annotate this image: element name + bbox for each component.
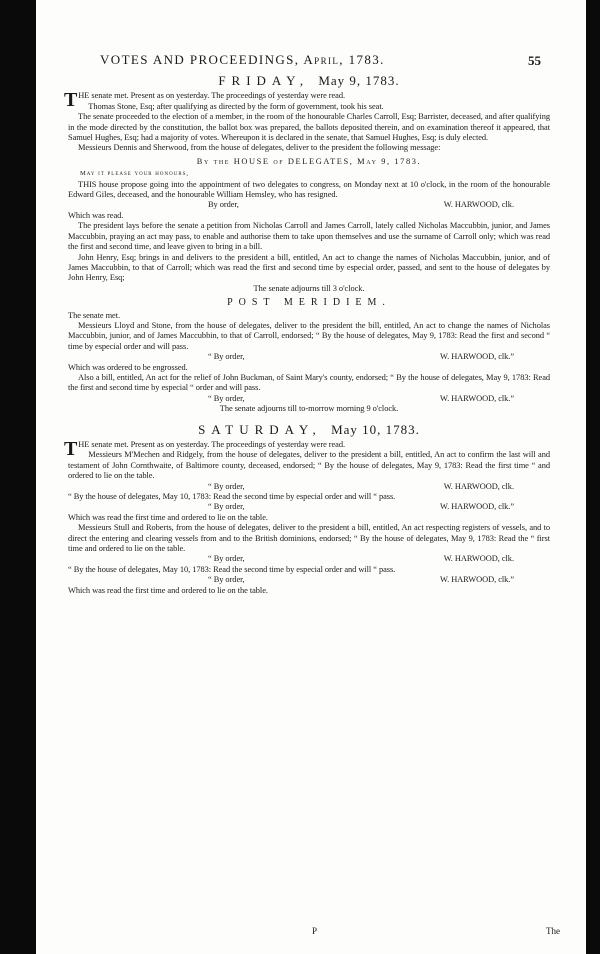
friday-paragraph-5: Which was read. <box>68 210 124 220</box>
sat-signature-3: W. HARWOOD, clk. <box>443 554 514 564</box>
pm-paragraph-3: Which was ordered to be engrossed. <box>68 362 188 372</box>
friday-paragraph-2: Thomas Stone, Esq; after qualifying as directed by the form of government, took his seat. <box>88 101 384 111</box>
sat-order-1: “ By order, <box>208 481 245 491</box>
post-meridiem-heading: POST MERIDIEM. <box>227 297 391 309</box>
friday-heading-date: May 9, 1783. <box>318 73 400 88</box>
saturday-paragraph-7: Which was read the first time and ordered to lie on the table. <box>68 585 268 595</box>
friday-adjournment: The senate adjourns till 3 o'clock. <box>253 283 365 293</box>
friday-paragraph-3: The senate proceeded to the election of a member, in the room of the honourable Charles Carroll, Esq; Barrister, deceased, and after qualifying in the mode directed by the constitution, the ballot box was prepared, the ballots deposited therein, and on examination thereof it appeared, that Samuel Hughes, Esq; had a majority of votes. Whereupon it is declared in the senate, that Samuel Hughes, Esq; is duly elected. <box>68 112 550 143</box>
saturday-paragraph-1 <box>64 438 550 460</box>
friday-paragraph-7: John Henry, Esq; brings in and delivers to the president a bill, entitled, An act to change the names of Nicholas Maccubbin, junior, and of James Maccubbin, to that of Carroll; which was read the first and second time by especial order, passed, and sent to the house of delegates by John Henry, Esq; <box>68 252 550 283</box>
sat-signature-4: W. HARWOOD, clk.” <box>440 575 514 585</box>
friday-paragraph-6: The president lays before the senate a petition from Nicholas Carroll and James Carroll, lately called Nicholas Maccubbin, junior, and James Maccubbin, praying an act may pass, to enable and authorise them to take upon themselves and use the surname of Carroll only; which was read the first and second time, and leave given to bring in a bill. <box>68 221 550 252</box>
sat-signature-line-2 <box>68 502 550 512</box>
friday-p1-text: HE senate met. Present as on yesterday. The proceedings of yesterday were read. <box>78 91 346 101</box>
sat-signature-2: W. HARWOOD, clk.” <box>440 502 514 512</box>
sat-signature-line-3 <box>68 554 550 564</box>
friday-paragraph-4: Messieurs Dennis and Sherwood, from the house of delegates, deliver to the president the following message: <box>78 143 441 153</box>
message-heading: By the HOUSE of DELEGATES, May 9, 1783. <box>196 156 422 166</box>
saturday-paragraph-5: Messieurs Stull and Roberts, from the house of delegates, deliver to the president a bill, entitled, An act respecting registers of vessels, and to direct the entering and clearing vessels from and to the British dominions, endorsed; “ By the house of delegates, May 9, 1783: Read the “ first time and ordered to lie on the table. <box>68 523 550 554</box>
scan-border-right <box>586 0 600 954</box>
sat-signature-line-4 <box>68 575 550 585</box>
sat-order-3: “ By order, <box>208 554 245 564</box>
sat-order-4: “ By order, <box>208 575 245 585</box>
message-body: THIS house propose going into the appointment of two delegates to congress, on Monday next at 10 o'clock, in the room of the honourable Edward Giles, deceased, and the honourable William Hemsley, who has resigned. <box>68 179 550 200</box>
pm-signature-2: W. HARWOOD, clk.” <box>440 393 514 403</box>
pm-paragraph-4: Also a bill, entitled, An act for the relief of John Buckman, of Saint Mary's county, endorsed; “ By the house of delegates, May 9, 1783: Read the first and second time by especial “ order and will pass. <box>68 372 550 393</box>
sat-signature-1: W. HARWOOD, clk. <box>443 481 514 491</box>
sat-signature-line-1 <box>68 482 550 492</box>
message-salutation: May it please your honours, <box>80 170 190 178</box>
pm-signature-line-1 <box>68 352 550 362</box>
saturday-paragraph-4: Which was read the first time and ordered to lie on the table. <box>68 512 268 522</box>
saturday-paragraph-2: Messieurs M'Mechen and Ridgely, from the house of delegates, deliver to the president a bill, entitled, An act to confirm the last will and testament of John Cornthwaite, of Baltimore county, deceased, endorsed; “ By the house of delegates, May 9, 1783: Read the first time “ and ordered to lie on the table. <box>68 450 550 481</box>
pm-signature-1: W. HARWOOD, clk.” <box>440 352 514 362</box>
friday-heading <box>68 73 550 88</box>
catchword: The <box>546 926 560 936</box>
pm-paragraph-1: The senate met. <box>68 310 121 320</box>
page-number: 55 <box>528 53 541 68</box>
drop-cap: T <box>64 89 78 112</box>
drop-cap: T <box>64 438 78 460</box>
friday-heading-day: FRIDAY, <box>218 73 310 88</box>
page-body <box>64 70 550 596</box>
saturday-paragraph-3: “ By the house of delegates, May 10, 1783: Read the second time by especial order and will “ pass. <box>68 492 396 502</box>
message-signature-line <box>68 200 550 210</box>
pm-signature-line-2 <box>68 394 550 404</box>
signature-mark: P <box>312 926 318 936</box>
saturday-paragraph-6: “ By the house of delegates, May 10, 1783: Read the second time by especial order and will “ pass. <box>68 564 396 574</box>
pm-paragraph-2: Messieurs Lloyd and Stone, from the house of delegates, deliver to the president the bill, entitled, An act to change the names of Nicholas Maccubbin, junior, and of James Maccubbin, to that of Carroll, endorsed; “ By the house of delegates, May 9, 1783: Read the first and second “ time by especial order and will pass. <box>68 320 550 351</box>
pm-order-2: “ By order, <box>208 393 245 403</box>
message-order: By order, <box>208 200 239 210</box>
saturday-heading-day: SATURDAY, <box>198 421 322 437</box>
saturday-heading <box>68 421 550 437</box>
running-title: VOTES AND PROCEEDINGS, April, 1783. <box>100 52 385 67</box>
saturday-heading-date: May 10, 1783. <box>331 421 420 437</box>
sat-order-2: “ By order, <box>208 502 245 512</box>
pm-order-1: “ By order, <box>208 352 245 362</box>
saturday-p1-text: HE senate met. Present as on yesterday. The proceedings of yesterday were read. <box>78 440 346 449</box>
pm-adjournment: The senate adjourns till to-morrow morning 9 o'clock. <box>219 404 399 414</box>
message-signature: W. HARWOOD, clk. <box>443 200 514 210</box>
scan-border-left <box>0 0 36 954</box>
